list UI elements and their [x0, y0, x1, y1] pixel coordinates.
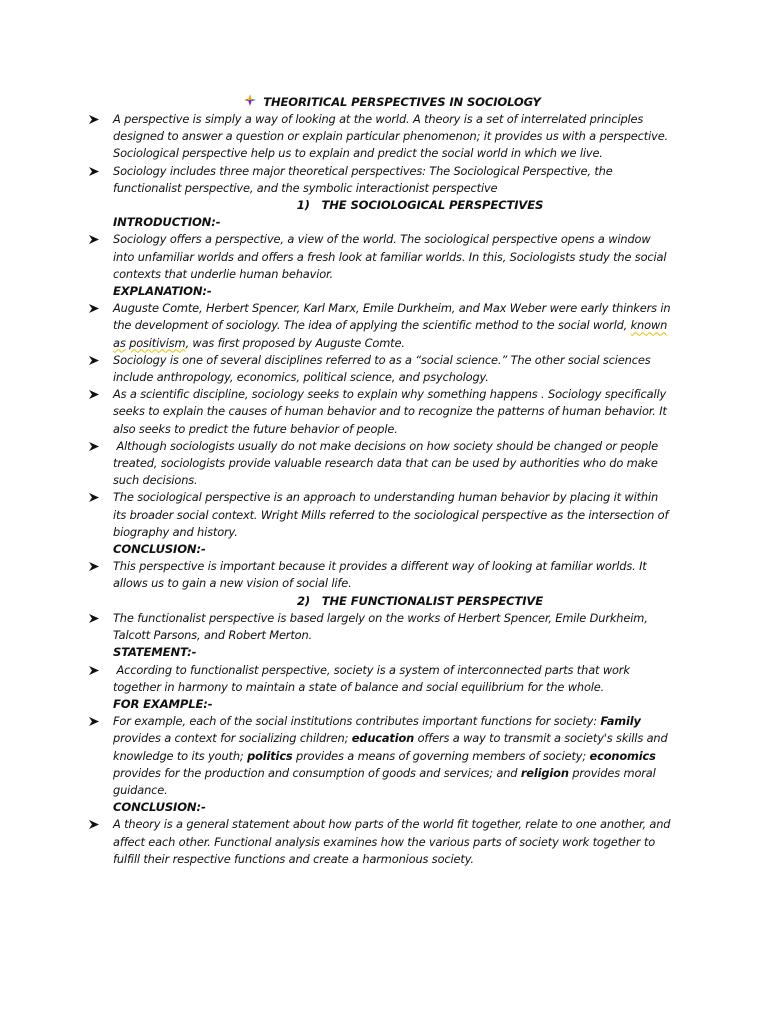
arrowhead-bullet-icon: [88, 613, 100, 624]
section-1-title: 1) THE SOCIOLOGICAL PERSPECTIVES: [296, 198, 544, 213]
list-item: [88, 231, 672, 283]
list-item: [88, 386, 672, 438]
paragraph-text: Although sociologists usually do not make decisions on how society should be changed or people treated, sociologists provide valuable research data that can be used by authorities who do make such decisions.: [113, 438, 658, 488]
arrowhead-bullet-icon: [88, 819, 100, 830]
paragraph-text: provides a means of governing members of society;: [292, 748, 590, 763]
paragraph-text: provides a context for socializing children;: [113, 731, 352, 746]
arrowhead-bullet-icon: [88, 355, 100, 366]
four-color-diamond-icon: [243, 93, 257, 107]
list-item: [88, 489, 672, 541]
list-item: [88, 662, 672, 696]
list-item: [88, 352, 672, 386]
keyword-family: Family: [600, 714, 641, 729]
keyword-politics: politics: [247, 748, 293, 763]
arrowhead-bullet-icon: [88, 114, 100, 125]
list-item: [88, 111, 672, 163]
arrowhead-bullet-icon: [88, 492, 100, 503]
paragraph-text: A perspective is simply a way of looking at the world. A theory is a set of interrelated principles designed to answer a question or explain particular phenomenon; it provides us with a perspective. Sociological perspective help us to explain and predict the social world in which we live.: [113, 112, 669, 161]
example-list: [88, 713, 672, 799]
conclusion-heading: CONCLUSION:-: [113, 800, 206, 815]
arrowhead-bullet-icon: [88, 234, 100, 245]
paragraph-text: According to functionalist perspective, society is a system of interconnected parts that work together in harmony to maintain a state of balance and social equilibrium for the whole.: [113, 662, 630, 694]
paragraph-text: offers a way to transmit a society's skills and knowledge to its youth;: [113, 731, 668, 763]
explanation-list: [88, 300, 672, 541]
statement-heading: STATEMENT:-: [113, 645, 197, 660]
list-item: [88, 816, 672, 868]
list-item: [88, 163, 672, 197]
list-item: [88, 713, 672, 799]
arrowhead-bullet-icon: [88, 389, 100, 400]
paragraph-text: A theory is a general statement about how parts of the world fit together, relate to one another, and affect each other. Functional analysis examines how the various parts of society work together to fulfill their respective functions and create a harmonious society.: [113, 817, 671, 866]
introduction-heading: INTRODUCTION:-: [113, 215, 221, 230]
paragraph-text: Sociology is one of several disciplines referred to as a “social science.” The other social sciences include anthropology, economics, political science, and psychology.: [113, 352, 651, 385]
conclusion-list: [88, 558, 672, 592]
explanation-heading: EXPLANATION:-: [113, 284, 212, 299]
paragraph-text: , was first proposed by Auguste Comte.: [185, 335, 405, 350]
arrowhead-bullet-icon: [88, 716, 100, 727]
section-2-title: 2) THE FUNCTIONALIST PERSPECTIVE: [297, 593, 543, 608]
functionalist-intro-list: [88, 610, 672, 644]
statement-list: [88, 662, 672, 696]
spellcheck-flagged-text[interactable]: known as: [113, 318, 668, 350]
list-item: [88, 610, 672, 644]
conclusion-list: [88, 816, 672, 868]
paragraph-text: Auguste Comte, Herbert Spencer, Karl Marx, Emile Durkheim, and Max Weber were early thinkers in the development of sociology. The idea of applying the scientific method to the social world,: [113, 301, 671, 333]
arrowhead-bullet-icon: [88, 303, 100, 314]
arrowhead-bullet-icon: [88, 665, 100, 676]
keyword-economics: economics: [589, 748, 656, 763]
arrowhead-bullet-icon: [88, 561, 100, 572]
paragraph-text: For example, each of the social institutions contributes important functions for society:: [113, 714, 601, 729]
spellcheck-flagged-text[interactable]: positivism: [129, 335, 186, 350]
arrowhead-bullet-icon: [88, 166, 100, 177]
keyword-education: education: [351, 731, 415, 746]
paragraph-text: The sociological perspective is an approach to understanding human behavior by placing it within its broader social context. Wright Mills referred to the sociological perspective as the intersection of biography and history.: [113, 490, 669, 539]
conclusion-heading: CONCLUSION:-: [113, 542, 206, 557]
introduction-list: [88, 231, 672, 283]
list-item: [88, 300, 672, 352]
arrowhead-bullet-icon: [88, 441, 100, 452]
paragraph-text: This perspective is important because it provides a different way of looking at familiar worlds. It allows us to gain a new vision of social life.: [113, 559, 647, 591]
document-title-text: THEORITICAL PERSPECTIVES IN SOCIOLOGY: [263, 95, 541, 109]
for-example-heading: FOR EXAMPLE:-: [113, 696, 213, 711]
paragraph-text: The functionalist perspective is based largely on the works of Herbert Spencer, Emile Durkheim, Talcott Parsons, and Robert Merton.: [113, 610, 648, 643]
list-item: [88, 558, 672, 592]
paragraph-text: Sociology offers a perspective, a view of the world. The sociological perspective opens a window into unfamiliar worlds and offers a fresh look at familiar worlds. In this, Sociologists study the social contexts that underlie human behavior.: [113, 232, 667, 281]
paragraph-text: As a scientific discipline, sociology seeks to explain why something happens . Sociology specifically seeks to explain the causes of human behavior and to recognize the patterns of human behavior. It also seeks to predict the future behavior of people.: [113, 387, 667, 436]
keyword-religion: religion: [520, 765, 569, 780]
intro-list: [88, 111, 672, 197]
paragraph-text: provides for the production and consumption of goods and services; and: [113, 765, 521, 780]
document-title: [112, 93, 672, 111]
paragraph-text: Sociology includes three major theoretical perspectives: The Sociological Perspective, the functionalist perspective, and the symbolic interactionist perspective: [113, 163, 613, 195]
list-item: [88, 438, 672, 490]
paragraph-text: provides moral guidance.: [113, 765, 656, 797]
